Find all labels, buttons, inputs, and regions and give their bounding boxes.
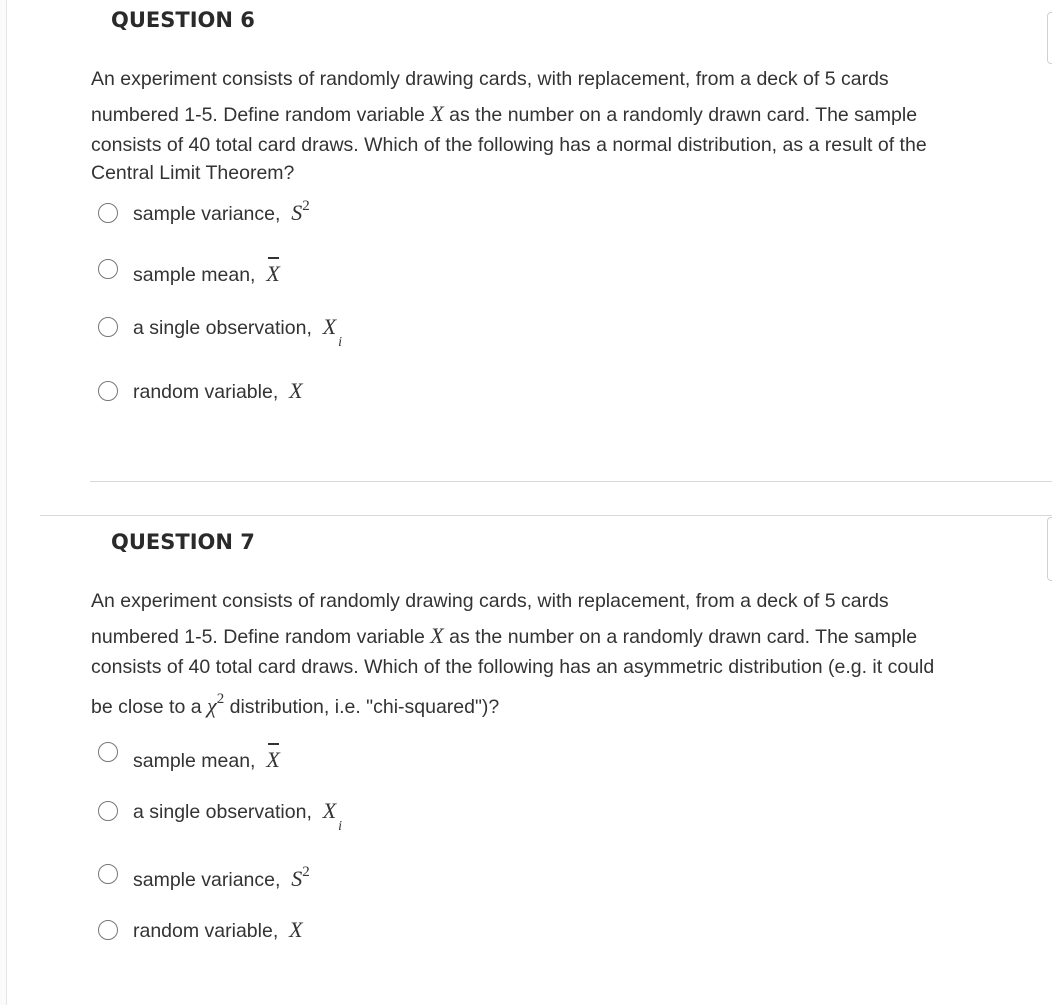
option-label: random variable, X [133,917,303,942]
question-6-title: QUESTION 6 [111,8,255,32]
text-line: numbered 1-5. Define random variable X as the number on a randomly drawn card. The sample [91,623,918,648]
right-edge-tab [1047,517,1052,581]
left-border [0,0,7,1005]
question-7-title: QUESTION 7 [111,530,255,554]
radio-button[interactable] [98,801,118,821]
option-label: sample mean, X [133,747,280,772]
right-edge-tab [1047,12,1052,64]
radio-button[interactable] [98,259,118,279]
question-6-text [91,68,1046,188]
text-line: An experiment consists of randomly drawing cards, with replacement, from a deck of 5 cards [91,590,889,612]
text-line: be close to a $\chi^2$ distribution, i.e. "chi-squared")? [91,691,500,718]
question-separator [40,515,1052,516]
radio-button[interactable] [98,203,118,223]
option-label: sample variance, $S^2$ [133,198,310,225]
option-label: sample variance, $S^2$ [133,864,310,891]
option-label: a single observation, $X_i$ [133,314,343,350]
question-divider [90,481,1052,482]
radio-button[interactable] [98,864,118,884]
text-line: numbered 1-5. Define random variable X as the number on a randomly drawn card. The sample [91,101,918,126]
radio-button[interactable] [98,381,118,401]
option-label: random variable, X [133,378,303,403]
text-line: Central Limit Theorem? [91,162,295,184]
question-7-text [91,590,1046,720]
radio-button[interactable] [98,920,118,940]
option-label: a single observation, $X_i$ [133,798,343,834]
radio-button[interactable] [98,742,118,762]
option-label: sample mean, X [133,261,280,286]
text-line: An experiment consists of randomly drawing cards, with replacement, from a deck of 5 cards [91,68,889,90]
text-line: consists of 40 total card draws. Which of the following has a normal distribution, as a result of the [91,134,927,156]
radio-button[interactable] [98,317,118,337]
text-line: consists of 40 total card draws. Which of the following has an asymmetric distribution (e.g. it could [91,656,935,678]
